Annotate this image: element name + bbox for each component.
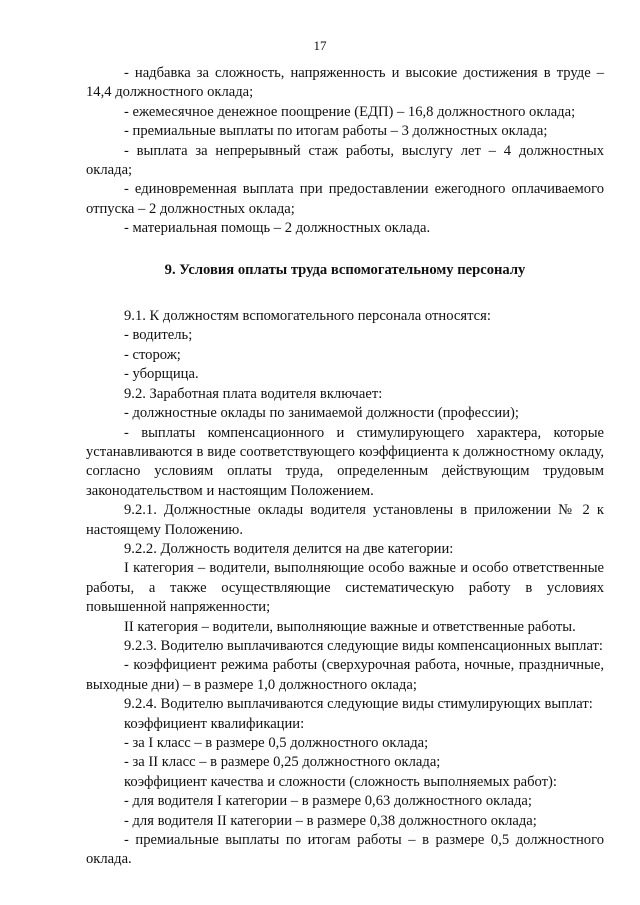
paragraph: I категория – водители, выполняющие особо важные и особо ответственные работы, а также осуществляющие систематическую работу в условиях повышенной напряженности; [86,560,604,616]
paragraph: II категория – водители, выполняющие важные и ответственные работы. [124,618,576,635]
paragraph: 9.2. Заработная плата водителя включает: [124,385,383,402]
list-item: - за II класс – в размере 0,25 должностного оклада; [124,754,441,771]
paragraph: - премиальные выплаты по итогам работы – 3 должностных оклада; [124,123,548,140]
paragraph: 9.2.3. Водителю выплачиваются следующие виды компенсационных выплат: [124,637,603,654]
paragraph: - материальная помощь – 2 должностных оклада. [124,220,431,237]
paragraph: - единовременная выплата при предоставлении ежегодного оплачиваемого отпуска – 2 должностных оклада; [86,181,604,217]
list-item: - для водителя I категории – в размере 0,63 должностного оклада; [124,793,532,810]
paragraph: - надбавка за сложность, напряженность и высокие достижения в труде –14,4 должностного оклада; [86,65,604,101]
list-item: - премиальные выплаты по итогам работы – в размере 0,5 должностного оклада. [86,832,604,868]
list-item: - за I класс – в размере 0,5 должностного оклада; [124,735,429,751]
list-item: - выплаты компенсационного и стимулирующего характера, которые устанавливаются в виде соответствующего коэффициента к должностному окладу, согласно условиям оплаты труда, определенным действующим трудовым законодательством и настоящим Положением. [86,424,604,499]
paragraph: - выплата за непрерывный стаж работы, выслугу лет – 4 должностных оклада; [86,142,604,179]
list-item: - водитель; [124,327,193,344]
paragraph: коэффициент квалификации: [124,715,305,732]
list-item: - для водителя II категории – в размере 0,38 должностного оклада; [124,812,537,829]
page-content [86,64,604,870]
paragraph: 9.2.4. Водителю выплачиваются следующие виды стимулирующих выплат: [124,696,593,713]
list-item: - должностные оклады по занимаемой должности (профессии); [124,405,519,422]
paragraph: коэффициент качества и сложности (сложность выполняемых работ): [124,773,557,790]
paragraph: 9.1. К должностям вспомогательного персонала относятся: [124,308,491,325]
list-item: - коэффициент режима работы (сверхурочная работа, ночные, праздничные, выходные дни) – в размере 1,0 должностного оклада; [86,657,604,693]
paragraph: 9.2.2. Должность водителя делится на две категории: [124,540,454,557]
page-number: 17 [313,38,327,53]
paragraph: 9.2.1. Должностные оклады водителя установлены в приложении № 2 к настоящему Положению. [86,502,604,538]
paragraph: - ежемесячное денежное поощрение (ЕДП) – 16,8 должностного оклада; [124,103,576,120]
section-heading: 9. Условия оплаты труда вспомогательному персоналу [164,261,526,278]
list-item: - сторож; [124,346,181,363]
list-item: - уборщица. [124,366,199,383]
